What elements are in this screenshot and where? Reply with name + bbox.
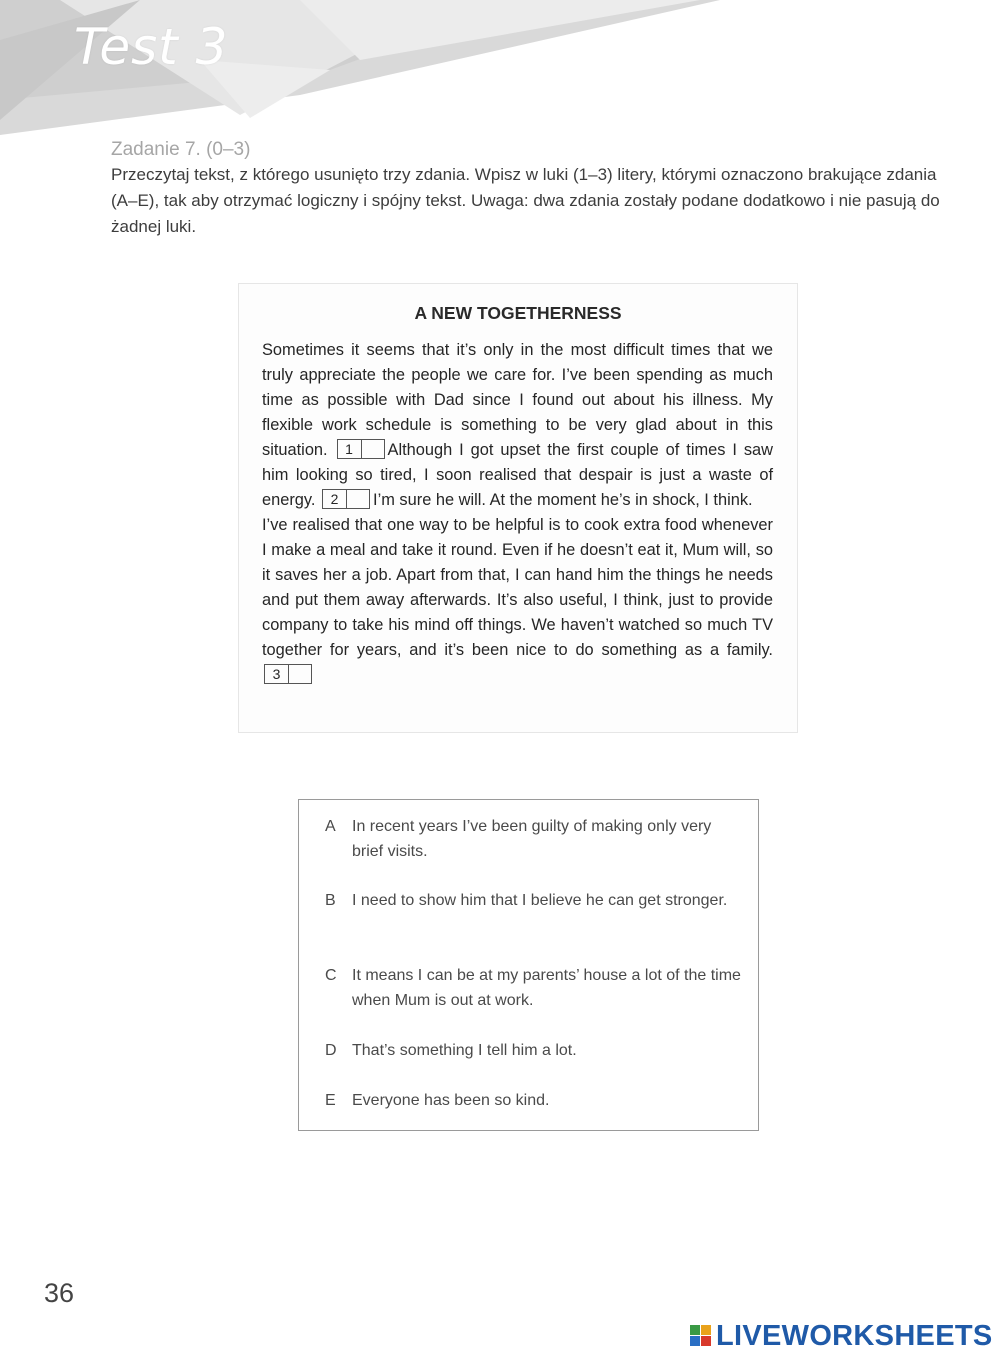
option-b	[325, 888, 745, 913]
option-text: It means I can be at my parents’ house a lot of the time when Mum is out at work.	[352, 967, 741, 1009]
gap-divider	[361, 440, 362, 458]
article-box	[238, 283, 798, 733]
option-text: Everyone has been so kind.	[352, 1092, 550, 1109]
options-box	[298, 799, 759, 1131]
option-a	[325, 814, 745, 864]
article-text-segment: I’m sure he will. At the moment he’s in shock, I think.	[373, 491, 753, 509]
article-text-segment: Although I got upset the first couple of times I saw him looking so tired, I soon realised that despair is just a waste of energy.	[262, 441, 773, 509]
gap-number: 2	[330, 491, 339, 507]
task-heading: Zadanie 7. (0–3)	[111, 139, 251, 160]
option-letter: E	[325, 1092, 336, 1109]
gap-1-input[interactable]	[337, 439, 385, 459]
article-title: A NEW TOGETHERNESS	[414, 303, 622, 323]
gap-2-input[interactable]	[322, 489, 370, 509]
option-letter: D	[325, 1042, 337, 1059]
gap-number: 3	[272, 666, 281, 682]
gap-3-input[interactable]	[264, 664, 312, 684]
article-text-segment: I’ve realised that one way to be helpful is to cook extra food whenever I make a meal and take it round. Even if he doesn’t eat it, Mum will, so it saves her a job. Apart from that, I can hand him the things he needs and put them away afterwards. It’s also useful, I think, just to provide company to take his mind off things. We haven’t watched so much TV together for years, and it’s been nice to do something as a family.	[262, 516, 773, 659]
gap-divider	[346, 490, 347, 508]
test-title: Test 3	[74, 18, 229, 76]
option-c	[325, 963, 745, 1013]
gap-number: 1	[345, 441, 353, 457]
option-text: In recent years I’ve been guilty of making only very brief visits.	[352, 818, 712, 860]
gap-divider	[288, 665, 289, 683]
option-text: I need to show him that I believe he can get stronger.	[352, 892, 728, 909]
option-d	[325, 1038, 745, 1063]
article-text-segment: Sometimes it seems that it’s only in the most difficult times that we truly appreciate the people we care for. I’ve been spending as much time as possible with Dad since I found out about his illness. My flexible work schedule is something to be very glad about in this situation.	[262, 341, 773, 459]
option-letter: A	[325, 818, 336, 835]
brand-text: LIVEWORKSHEETS	[716, 1319, 993, 1352]
page-number: 36	[44, 1278, 75, 1308]
task-instruction: Przeczytaj tekst, z którego usunięto trzy zdania. Wpisz w luki (1–3) litery, którymi oznaczono brakujące zdania (A–E), tak aby otrzymać logiczny i spójny tekst. Uwaga: dwa zdania zostały podane dodatkowo i nie pasują do żadnej luki.	[111, 165, 940, 236]
option-e	[325, 1088, 745, 1113]
liveworksheets-brand[interactable]	[690, 1318, 993, 1354]
option-text: That’s something I tell him a lot.	[352, 1042, 577, 1059]
liveworksheets-logo-icon	[690, 1325, 712, 1347]
article-text	[262, 338, 773, 688]
article-paragraph-1	[262, 338, 773, 513]
option-letter: C	[325, 967, 337, 984]
article-paragraph-2	[262, 513, 773, 688]
option-letter: B	[325, 892, 336, 909]
